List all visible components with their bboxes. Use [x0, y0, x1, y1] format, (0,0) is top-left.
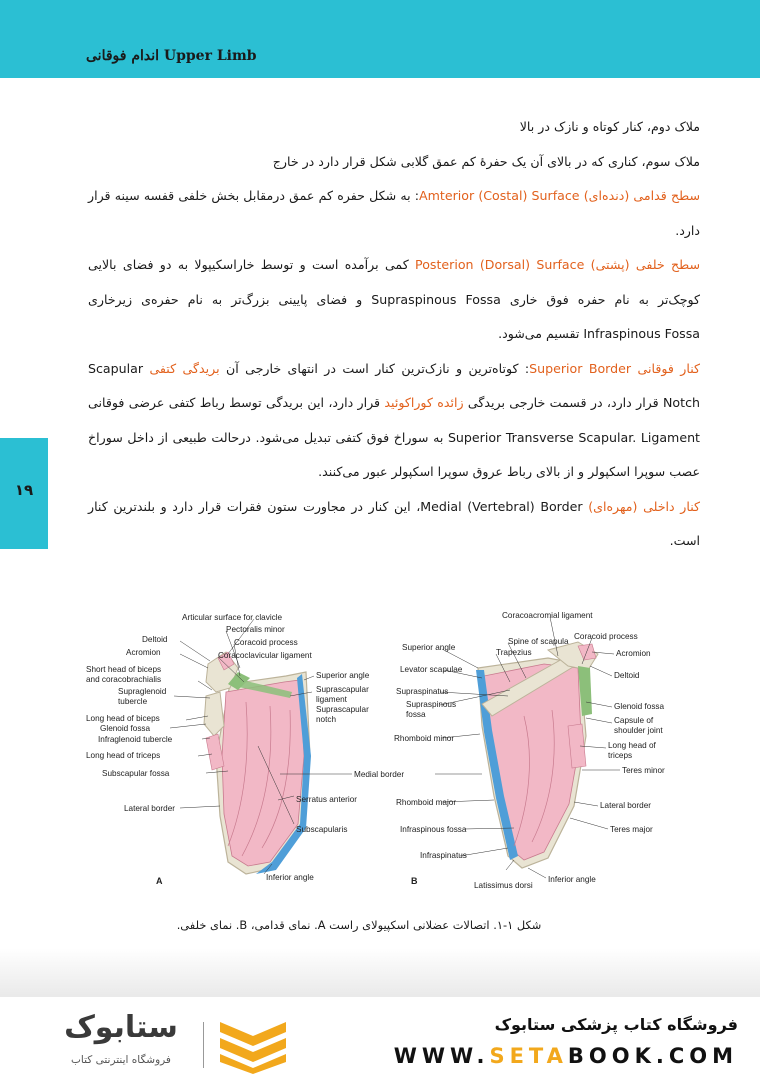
page-number: ۱۹ — [14, 481, 34, 499]
label-inferior-angle-b: Inferior angle — [548, 875, 596, 884]
label-glenoid-fossa: Glenoid fossa — [100, 724, 151, 733]
paragraph-text: : کوتاه‌ترین و نازک‌ترین کنار است در انتهای خارجی آن — [219, 360, 530, 376]
label-long-head-triceps: Long head of triceps — [86, 751, 161, 760]
paragraph-text: کمی برآمده است و توسط خاراسکیپولا به دو فضای بالایی کوچک‌تر به نام حفره فوق خاری Supraspinous Fossa و فضای پایینی بزرگ‌تر به نام حفره‌ی زیرخاری Infraspinous Fossa تقسیم می‌شود. — [88, 257, 700, 341]
label-capsule-shoulder-2: shoulder joint — [614, 726, 663, 735]
paragraph-2: ملاک سوم، کناری که در بالای آن یک حفرۀ کم عمق گلابی شکل قرار دارد در خارج — [272, 153, 700, 169]
label-supraspinous-fossa: Supraspinous — [406, 700, 457, 709]
label-subscapular-fossa: Subscapular fossa — [102, 769, 170, 778]
panel-a-drawing — [204, 652, 311, 874]
highlight-term: زائده کوراکوئید — [384, 395, 464, 410]
label-infraspinatus: Infraspinatus — [420, 851, 467, 860]
figure-caption: شکل ۱-۱. اتصالات عضلانی اسکپیولای راست A. نمای قدامی، B. نمای خلفی. — [176, 918, 542, 932]
highlight-term: سطح خلفی (پشتی) Posterion (Dorsal) Surface — [415, 257, 700, 272]
label-articular-surface: Articular surface for clavicle — [182, 613, 283, 622]
label-short-head-biceps: Short head of biceps — [86, 665, 162, 674]
label-superior-angle: Superior angle — [316, 671, 370, 680]
label-coracoacromial-ligament: Coracoacromial ligament — [502, 611, 593, 620]
label-rhomboid-major: Rhomboid major — [396, 798, 457, 807]
label-serratus-anterior: Serratus anterior — [296, 795, 357, 804]
highlight-term: بریدگی کتفی — [149, 360, 220, 376]
label-rhomboid-minor: Rhomboid minor — [394, 734, 455, 743]
panel-a-letter: A — [156, 876, 163, 886]
scapula-figure — [78, 606, 686, 898]
label-pectoralis-minor: Pectoralis minor — [226, 625, 285, 634]
label-coracoid-process-b: Coracoid process — [574, 632, 638, 641]
url-suffix: BOOK.COM — [567, 1044, 738, 1068]
shop-url[interactable] — [378, 1044, 738, 1068]
footer-fade — [0, 948, 760, 998]
paragraph-1: ملاک دوم، کنار کوتاه و نازک در بالا — [519, 119, 700, 134]
label-coracoid-process: Coracoid process — [234, 638, 298, 647]
label-teres-minor: Teres minor — [622, 766, 665, 775]
label-infraglenoid-tubercle: Infraglenoid tubercle — [98, 735, 173, 744]
label-glenoid-fossa-b: Glenoid fossa — [614, 702, 665, 711]
url-prefix: WWW. — [393, 1044, 490, 1068]
label-coracoclavicular-ligament: Coracoclavicular ligament — [218, 651, 312, 660]
chevron-logo-icon — [216, 1016, 290, 1074]
label-suprascapular-ligament-2: ligament — [316, 695, 347, 704]
label-subscapularis: Subscapularis — [296, 825, 348, 834]
label-supraspinatus: Supraspinatus — [396, 687, 449, 696]
paragraph-anterior-surface — [88, 179, 700, 248]
shop-name: فروشگاه کتاب پزشکی ستابوک — [494, 1015, 738, 1034]
label-suprascapular-notch-2: notch — [316, 715, 337, 724]
panel-b-letter: B — [411, 876, 418, 886]
logo-divider — [203, 1022, 204, 1068]
chapter-title: اندام فوقانی Upper Limb — [86, 48, 257, 64]
paragraph-text: : به شکل حفره کم عمق درمقابل بخش خلفی قفسه سینه قرار دارد. — [88, 188, 700, 238]
label-latissimus-dorsi: Latissimus dorsi — [474, 881, 533, 890]
scapula-illustration — [78, 606, 686, 898]
paragraph-text: قرار دارد، این بریدگی توسط رباط کتفی عرضی فوقانی Superior Transverse Scapular. Ligament به سوراخ فوق کتفی تبدیل می‌شود. درحالت طبیعی از داخل سوراخ عصب سوپرا اسکپولر و از بالای رباط عروق سوپرا اسکپولر عبور می‌کنند. — [88, 395, 700, 479]
label-suprascapular-notch: Suprascapular — [316, 705, 369, 714]
label-levator-scapulae: Levator scapulae — [400, 665, 463, 674]
label-medial-border: Medial border — [354, 770, 405, 779]
label-acromion: Acromion — [126, 648, 161, 657]
paragraph-superior-border — [88, 352, 700, 490]
label-spine-of-scapula: Spine of scapula — [508, 637, 569, 646]
label-deltoid-b: Deltoid — [614, 671, 640, 680]
paragraph-posterior-surface — [88, 248, 700, 352]
label-supraglenoid-2: tubercle — [118, 697, 148, 706]
panel-b-drawing — [476, 642, 598, 868]
label-teres-major: Teres major — [610, 825, 653, 834]
highlight-term: کنار داخلی (مهره‌ای) — [588, 498, 700, 514]
paragraph-medial-border — [88, 490, 700, 559]
label-long-head-triceps-b-2: triceps — [608, 751, 633, 760]
label-lateral-border-b: Lateral border — [600, 801, 651, 810]
label-infraspinous-fossa: Infraspinous fossa — [400, 825, 467, 834]
url-accent: SETA — [489, 1044, 568, 1068]
label-long-head-biceps: Long head of biceps — [86, 714, 160, 723]
label-superior-angle-b: Superior angle — [402, 643, 456, 652]
label-acromion-b: Acromion — [616, 649, 651, 658]
logo-wordmark: ستابوک — [64, 1010, 178, 1045]
page-header — [0, 0, 760, 78]
label-capsule-shoulder: Capsule of — [614, 716, 654, 725]
paragraph-text: Scapular Notch قرار دارد، در قسمت خارجی بریدگی — [88, 360, 700, 410]
label-deltoid: Deltoid — [142, 635, 168, 644]
label-lateral-border-a: Lateral border — [124, 804, 175, 813]
label-short-head-biceps-2: and coracobrachialis — [86, 675, 162, 684]
label-inferior-angle-a: Inferior angle — [266, 873, 314, 882]
body-text — [88, 110, 700, 559]
highlight-term: سطح قدامی (دنده‌ای) Amterior (Costal) Surface — [419, 188, 700, 203]
logo-subtitle: فروشگاه اینترنتی کتاب — [71, 1054, 171, 1066]
label-suprascapular-ligament: Suprascapular — [316, 685, 369, 694]
label-supraglenoid: Supraglenoid — [118, 687, 167, 696]
label-supraspinous-fossa-2: fossa — [406, 710, 426, 719]
highlight-term: کنار فوقانی Superior Border — [529, 360, 700, 376]
paragraph-text: Medial (Vertebral) Border، این کنار در مجاورت ستون فقرات قرار دارد و بلندترین کنار است. — [88, 498, 700, 548]
label-long-head-triceps-b: Long head of — [608, 741, 656, 750]
label-trapezius: Trapezius — [496, 648, 532, 657]
